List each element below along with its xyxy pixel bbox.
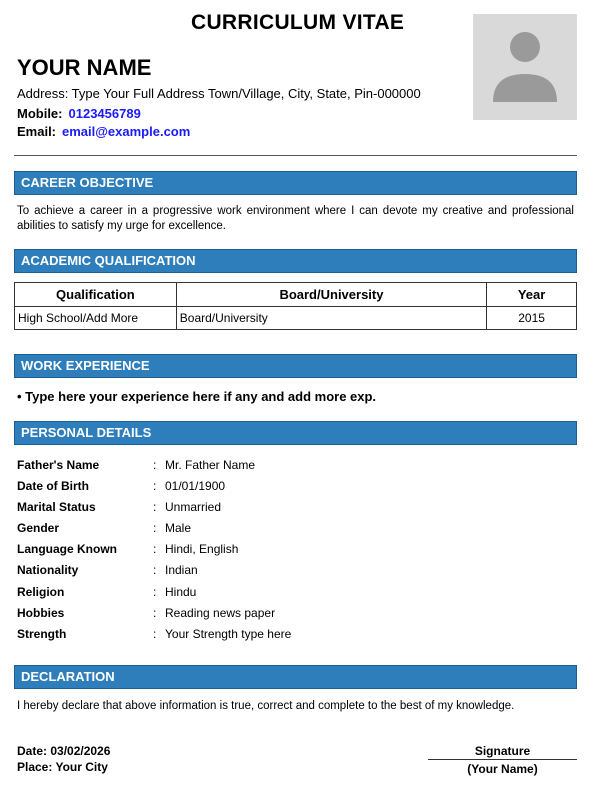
personal-label: Strength — [17, 627, 67, 641]
declaration-text: I hereby declare that above information is true, correct and complete to the best of my knowledge. — [17, 700, 515, 712]
personal-row — [17, 606, 577, 627]
applicant-name: YOUR NAME — [17, 55, 152, 80]
personal-label: Language Known — [17, 542, 117, 556]
personal-label: Religion — [17, 585, 65, 599]
personal-row — [17, 500, 577, 521]
personal-row — [17, 458, 577, 479]
personal-label: Gender — [17, 521, 60, 535]
address-line: Address: Type Your Full Address Town/Village, City, State, Pin-000000 — [17, 86, 421, 101]
colon-separator: : — [153, 606, 157, 620]
column-header: Board/University — [176, 283, 486, 307]
mobile-value: 0123456789 — [68, 106, 141, 121]
table-cell: 2015 — [487, 307, 577, 330]
section-work-experience: WORK EXPERIENCE — [14, 354, 577, 378]
signature-label: Signature — [474, 744, 531, 758]
personal-value: Your Strength type here — [165, 627, 292, 641]
colon-separator: : — [153, 563, 157, 577]
colon-separator: : — [153, 479, 157, 493]
personal-row — [17, 521, 577, 542]
email-value: email@example.com — [62, 124, 191, 139]
personal-value: Hindu — [165, 585, 197, 599]
personal-value: Indian — [165, 563, 198, 577]
personal-row — [17, 479, 577, 500]
personal-value: Reading news paper — [165, 606, 276, 620]
table-cell: Board/University — [176, 307, 486, 330]
personal-label: Hobbies — [17, 606, 65, 620]
colon-separator: : — [153, 500, 157, 514]
footer-place: Place: Your City — [17, 760, 108, 774]
personal-value: Mr. Father Name — [165, 458, 256, 472]
qualification-table — [14, 282, 577, 330]
signer-name: (Your Name) — [467, 762, 538, 776]
footer-date: Date: 03/02/2026 — [17, 744, 111, 758]
career-objective-text: To achieve a career in a progressive work environment where I can devote my creative and professional abilities to satisfy my urge for excellence. — [17, 205, 574, 232]
section-declaration: DECLARATION — [14, 665, 577, 689]
personal-row — [17, 542, 577, 563]
personal-label: Father's Name — [17, 458, 100, 472]
signature-block — [428, 744, 577, 776]
personal-value: Male — [165, 521, 192, 535]
column-header: Qualification — [15, 283, 177, 307]
personal-label: Date of Birth — [17, 479, 89, 493]
email-label: Email: — [17, 124, 57, 139]
personal-value: Hindi, English — [165, 542, 239, 556]
mobile-line — [17, 106, 141, 121]
personal-label: Marital Status — [17, 500, 96, 514]
page-title: CURRICULUM VITAE — [191, 11, 405, 34]
colon-separator: : — [153, 458, 157, 472]
email-line — [17, 124, 190, 139]
colon-separator: : — [153, 542, 157, 556]
header-divider — [14, 155, 577, 156]
colon-separator: : — [153, 521, 157, 535]
avatar-placeholder-icon — [473, 14, 577, 120]
personal-row — [17, 627, 577, 648]
table-row — [15, 307, 577, 330]
colon-separator: : — [153, 585, 157, 599]
personal-value: Unmarried — [165, 500, 222, 514]
personal-label: Nationality — [17, 563, 79, 577]
personal-row — [17, 563, 577, 584]
section-academic-qualification: ACADEMIC QUALIFICATION — [14, 249, 577, 273]
personal-value: 01/01/1900 — [165, 479, 226, 493]
personal-row — [17, 585, 577, 606]
section-career-objective: CAREER OBJECTIVE — [14, 171, 577, 195]
profile-photo — [473, 14, 577, 120]
table-header-row — [15, 283, 577, 307]
work-experience-bullet: • Type here your experience here if any and add more exp. — [17, 389, 377, 404]
table-cell: High School/Add More — [15, 307, 177, 330]
mobile-label: Mobile: — [17, 106, 63, 121]
colon-separator: : — [153, 627, 157, 641]
column-header: Year — [487, 283, 577, 307]
signature-line — [428, 759, 577, 760]
section-personal-details: PERSONAL DETAILS — [14, 421, 577, 445]
